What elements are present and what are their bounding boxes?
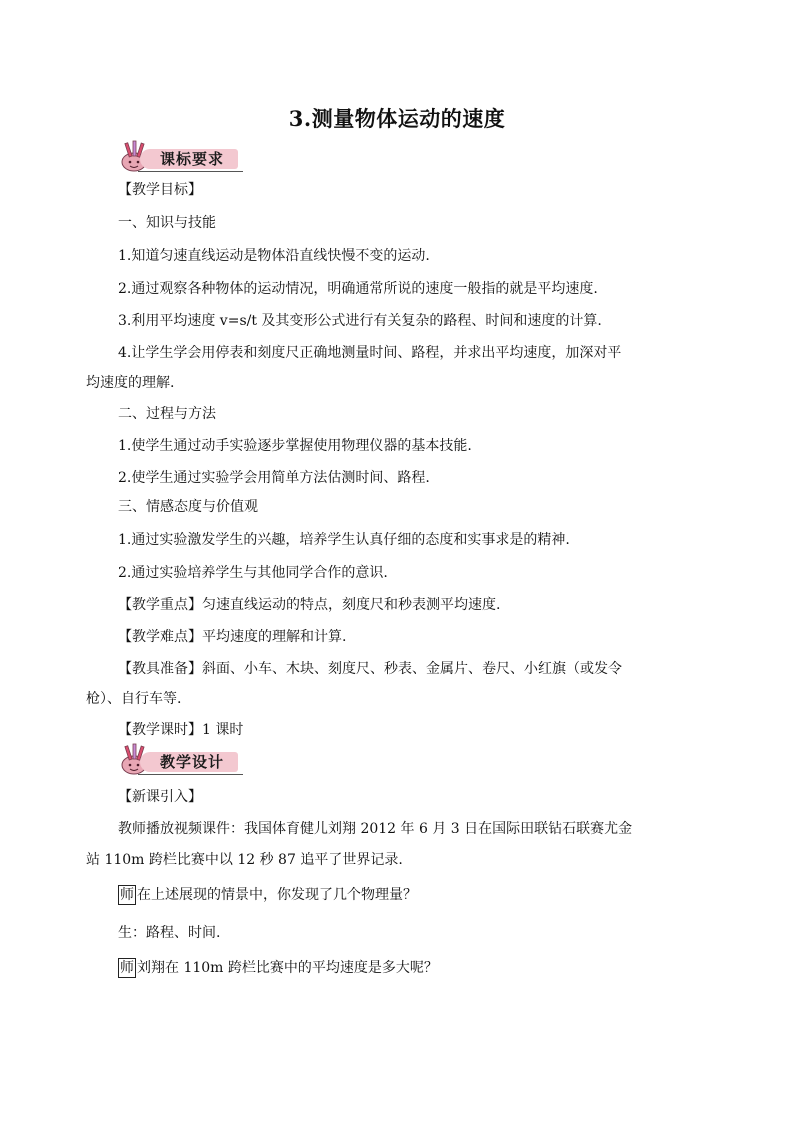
- teacher-line: [0, 958, 794, 978]
- goal-item-continued: 均速度的理解.: [86, 375, 175, 391]
- goal-header: 【教学目标】: [118, 182, 202, 198]
- teacher-role-label: 师: [120, 960, 134, 976]
- goal-item: 1.知道匀速直线运动是物体沿直线快慢不变的运动.: [118, 248, 430, 264]
- focus-line: [0, 595, 794, 615]
- goal-item: 3.利用平均速度 v=s/t 及其变形公式进行有关复杂的路程、时间和速度的计算.: [118, 313, 602, 329]
- banner-label: 课标要求: [160, 150, 225, 168]
- part-heading: 三、情感态度与价值观: [118, 499, 258, 515]
- teacher-text: 在上述展现的情景中，你发现了几个物理量？: [137, 887, 417, 903]
- difficulty-line: [0, 627, 794, 647]
- goal-item: 4.让学生学会用停表和刻度尺正确地测量时间、路程，并求出平均速度，加深对平: [118, 345, 622, 361]
- intro-text: 教师播放视频课件：我国体育健儿刘翔 2012 年 6 月 3 日在国际田联钻石联赛尤金: [118, 821, 633, 837]
- tools-line-continued: 枪）、自行车等.: [86, 691, 182, 707]
- section-banner-jiaoxue-sheji: [118, 745, 243, 777]
- teacher-line: [0, 885, 794, 905]
- tools-text: 斜面、小车、木块、刻度尺、秒表、金属片、卷尺、小红旗（或发令: [202, 661, 622, 677]
- hours-text: 1 课时: [202, 722, 244, 738]
- intro-text-continued: 站 110m 跨栏比赛中以 12 秒 87 追平了世界记录.: [86, 852, 403, 868]
- difficulty-text: 平均速度的理解和计算.: [202, 629, 347, 645]
- teacher-text: 刘翔在 110m 跨栏比赛中的平均速度是多大呢？: [137, 960, 438, 976]
- part-heading: 一、知识与技能: [118, 215, 216, 231]
- focus-label: 【教学重点】: [118, 597, 202, 613]
- goal-item: 1.通过实验激发学生的兴趣，培养学生认真仔细的态度和实事求是的精神.: [118, 532, 570, 548]
- goal-item: 2.通过观察各种物体的运动情况，明确通常所说的速度一般指的就是平均速度.: [118, 281, 598, 297]
- goal-item: 2.通过实验培养学生与其他同学合作的意识.: [118, 565, 388, 581]
- student-line: 生：路程、时间.: [118, 925, 221, 941]
- tools-label: 【教具准备】: [118, 661, 202, 677]
- part-heading: 二、过程与方法: [118, 406, 216, 422]
- banner-underline: [138, 171, 243, 172]
- focus-text: 匀速直线运动的特点，刻度尺和秒表测平均速度.: [202, 597, 501, 613]
- difficulty-label: 【教学难点】: [118, 629, 202, 645]
- page-title: 3.测量物体运动的速度: [288, 106, 506, 131]
- hours-line: [0, 720, 794, 740]
- hours-label: 【教学课时】: [118, 722, 202, 738]
- goal-item: 1.使学生通过动手实验逐步掌握使用物理仪器的基本技能.: [118, 438, 472, 454]
- goal-item: 2.使学生通过实验学会用简单方法估测时间、路程.: [118, 470, 430, 486]
- intro-header: 【新课引入】: [118, 789, 202, 805]
- banner-label: 教学设计: [160, 753, 225, 771]
- tools-line: [0, 659, 794, 679]
- banner-underline: [138, 774, 243, 775]
- teacher-role-label: 师: [120, 887, 134, 903]
- section-banner-kebiao: [118, 142, 243, 174]
